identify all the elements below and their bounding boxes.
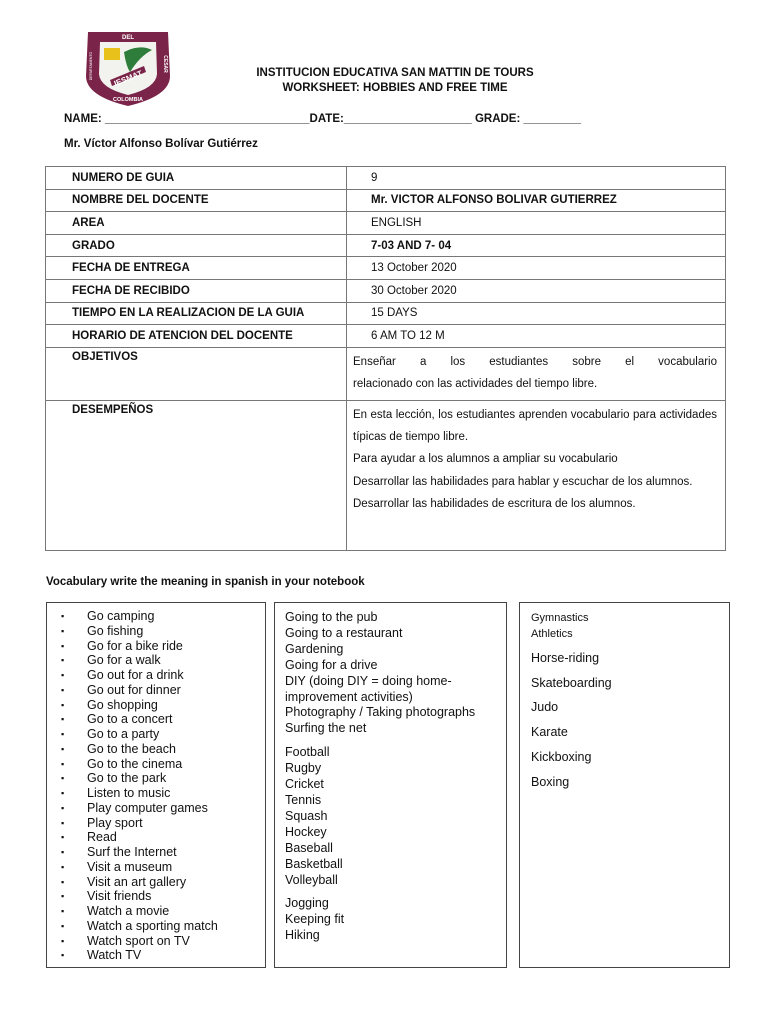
- list-item-text: Go fishing: [87, 623, 144, 638]
- list-item-text: Go out for dinner: [87, 682, 181, 697]
- list-item: Hockey: [285, 824, 327, 839]
- list-item: [61, 624, 265, 639]
- desempenos-paragraph-3: Desarrollar las habilidades para hablar y escuchar de los alumnos.: [353, 475, 693, 488]
- list-item: Skateboarding: [531, 675, 612, 690]
- bullet-icon: ▪: [61, 802, 65, 813]
- list-item-text: Watch a movie: [87, 904, 170, 918]
- logo-center-text: IESMAT: [112, 68, 144, 89]
- list-item: [61, 889, 265, 904]
- row-label: TIEMPO EN LA REALIZACION DE LA GUIA: [46, 302, 347, 325]
- desempenos-text: [347, 400, 726, 550]
- list-item: Horse-riding: [531, 651, 600, 665]
- table-row: [46, 167, 726, 190]
- list-item: [61, 742, 265, 757]
- row-value: Mr. VICTOR ALFONSO BOLIVAR GUTIERREZ: [347, 189, 726, 212]
- row-value: 6 AM TO 12 M: [347, 325, 726, 348]
- student-info-line: NAME: ________________________________DATE:____________________ GRADE: _________: [64, 113, 582, 125]
- list-item-text: Play computer games: [87, 800, 208, 815]
- bullet-icon: ▪: [61, 847, 65, 857]
- list-item: [61, 727, 265, 742]
- table-row: [46, 257, 726, 280]
- table-row: [46, 212, 726, 235]
- list-item: Rugby: [285, 761, 322, 776]
- list-item: Volleyball: [285, 872, 338, 887]
- school-crest-logo: [80, 26, 176, 108]
- table-row: [46, 189, 726, 212]
- vocab-group-1: [285, 610, 498, 737]
- list-item: Gymnastics: [531, 612, 589, 624]
- list-item: Basketball: [285, 856, 343, 871]
- list-item: [61, 860, 265, 875]
- list-item-text: Go to the park: [87, 771, 167, 786]
- bullet-icon: ▪: [61, 891, 65, 902]
- list-item: Athletics: [531, 627, 573, 640]
- desempenos-label: DESEMPEÑOS: [46, 400, 347, 550]
- list-item: Going for a drive: [285, 657, 378, 672]
- list-item-text: Visit friends: [87, 889, 152, 904]
- list-item: Going to a restaurant: [285, 625, 403, 640]
- row-value: 15 DAYS: [347, 302, 726, 325]
- list-item-text: Watch sport on TV: [87, 933, 190, 948]
- list-item: Keeping fit: [285, 912, 345, 927]
- list-item-text: Go to a party: [87, 727, 160, 741]
- list-item: Football: [285, 745, 330, 760]
- row-value: 30 October 2020: [347, 279, 726, 302]
- list-item: [61, 904, 265, 919]
- list-item: Karate: [531, 725, 568, 740]
- list-item-text: Go to a concert: [87, 712, 173, 727]
- bullet-icon: ▪: [61, 906, 65, 916]
- desempenos-paragraph-4: Desarrollar las habilidades de escritura de los alumnos.: [353, 498, 636, 511]
- document-header: [180, 66, 610, 96]
- bullet-icon: ▪: [61, 788, 65, 798]
- objetivos-text: [347, 347, 726, 400]
- bullet-icon: ▪: [61, 950, 65, 961]
- vocab-list-places-sports: [274, 602, 507, 968]
- bullet-icon: ▪: [61, 714, 65, 725]
- list-item-text: Go for a walk: [87, 653, 161, 668]
- list-item: [61, 639, 265, 654]
- list-item: [61, 934, 265, 949]
- list-item: [61, 948, 265, 963]
- list-item: [61, 845, 265, 860]
- bullet-icon: ▪: [61, 670, 65, 680]
- row-label: FECHA DE RECIBIDO: [46, 279, 347, 302]
- bullet-icon: ▪: [61, 773, 65, 784]
- vocab-group-small: [531, 611, 721, 642]
- bullet-icon: ▪: [61, 832, 65, 843]
- guide-info-table: [45, 166, 726, 551]
- row-label: GRADO: [46, 234, 347, 257]
- list-item: [61, 668, 265, 683]
- table-row-objetivos: [46, 347, 726, 400]
- list-item-text: Play sport: [87, 815, 143, 830]
- bullet-icon: ▪: [61, 758, 65, 769]
- list-item: Boxing: [531, 774, 570, 789]
- list-item: Going to the pub: [285, 610, 378, 624]
- row-value: 9: [347, 167, 726, 190]
- bullet-icon: ▪: [61, 699, 65, 710]
- list-item-text: Surf the Internet: [87, 845, 177, 859]
- objetivos-line-2: relacionado con las actividades del tiempo libre.: [353, 378, 598, 391]
- row-value: ENGLISH: [347, 212, 726, 235]
- bullet-list: [61, 609, 265, 963]
- list-item-text: Read: [87, 830, 117, 845]
- list-item: Cricket: [285, 777, 324, 792]
- list-item: [61, 786, 265, 801]
- list-item: Tennis: [285, 792, 322, 807]
- list-item: [61, 875, 265, 890]
- row-label: NOMBRE DEL DOCENTE: [46, 189, 347, 212]
- desempenos-paragraph-1: En esta lección, los estudiantes aprenden vocabulario para actividades típicas de tiempo libre.: [353, 408, 717, 443]
- list-item: Surfing the net: [285, 721, 367, 736]
- list-item: [61, 801, 265, 816]
- logo-bottom-text: COLOMBIA: [113, 97, 143, 103]
- vocab-list-activities: [46, 602, 266, 968]
- row-label: AREA: [46, 212, 347, 235]
- list-item: Gardening: [285, 641, 344, 656]
- vocab-list-sports: [519, 602, 730, 968]
- list-item-text: Go to the beach: [87, 741, 176, 756]
- institution-title: INSTITUCION EDUCATIVA SAN MATTIN DE TOURS: [256, 67, 534, 79]
- bullet-icon: ▪: [61, 876, 65, 887]
- worksheet-title: WORKSHEET: HOBBIES AND FREE TIME: [282, 82, 508, 94]
- row-label: HORARIO DE ATENCION DEL DOCENTE: [46, 325, 347, 348]
- logo-right-text: CESAR: [162, 55, 168, 73]
- list-item: Squash: [285, 808, 328, 823]
- list-item-text: Listen to music: [87, 786, 171, 800]
- desempenos-paragraph-2: Para ayudar a los alumnos a ampliar su vocabulario: [353, 453, 618, 466]
- list-item: [61, 816, 265, 831]
- list-item: Jogging: [285, 896, 329, 911]
- list-item: [61, 609, 265, 624]
- logo-left-text: DEPARTAMENTO: [89, 51, 93, 81]
- list-item-text: Go for a bike ride: [87, 638, 183, 653]
- vocabulary-title: Vocabulary write the meaning in spanish in your notebook: [46, 576, 365, 588]
- teacher-name: Mr. Víctor Alfonso Bolívar Gutiérrez: [64, 138, 258, 150]
- logo-top-text: DEL: [122, 35, 134, 41]
- bullet-icon: ▪: [61, 920, 65, 931]
- list-item-text: Go camping: [87, 609, 155, 623]
- table-row: [46, 234, 726, 257]
- list-item: [61, 698, 265, 713]
- row-value: 13 October 2020: [347, 257, 726, 280]
- bullet-icon: ▪: [61, 935, 65, 946]
- list-item-text: Watch TV: [87, 948, 142, 963]
- bullet-icon: ▪: [61, 861, 65, 872]
- table-row: [46, 302, 726, 325]
- list-item: Judo: [531, 700, 559, 715]
- table-row: [46, 279, 726, 302]
- row-label: NUMERO DE GUIA: [46, 167, 347, 190]
- bullet-icon: ▪: [61, 684, 65, 695]
- row-label: FECHA DE ENTREGA: [46, 257, 347, 280]
- list-item: [61, 683, 265, 698]
- bullet-icon: ▪: [61, 625, 65, 636]
- list-item: [61, 653, 265, 668]
- list-item-text: Watch a sporting match: [87, 918, 218, 933]
- list-item: Kickboxing: [531, 749, 592, 764]
- list-item: [61, 771, 265, 786]
- bullet-icon: ▪: [61, 611, 65, 621]
- list-item-text: Visit a museum: [87, 859, 173, 874]
- table-row: [46, 325, 726, 348]
- list-item-text: Go out for a drink: [87, 668, 184, 682]
- bullet-icon: ▪: [61, 640, 65, 651]
- list-item: [61, 757, 265, 772]
- list-item: [61, 830, 265, 845]
- list-item-text: Go to the cinema: [87, 756, 183, 771]
- list-item: DIY (doing DIY = doing home-improvement activities): [285, 673, 452, 704]
- bullet-icon: ▪: [61, 743, 65, 754]
- list-item-text: Go shopping: [87, 697, 158, 712]
- list-item-text: Visit an art gallery: [87, 874, 187, 889]
- vocab-group-items: [531, 646, 721, 794]
- row-value: 7-03 AND 7- 04: [347, 234, 726, 257]
- bullet-icon: ▪: [61, 817, 65, 828]
- vocab-group-2: [285, 745, 498, 888]
- list-item: Hiking: [285, 928, 320, 943]
- list-item: [61, 919, 265, 934]
- list-item: [61, 712, 265, 727]
- objetivos-line-1: Enseñar a los estudiantes sobre el vocabulario: [353, 355, 717, 368]
- objetivos-label: OBJETIVOS: [46, 347, 347, 400]
- table-row-desempenos: [46, 400, 726, 550]
- list-item: Baseball: [285, 840, 333, 855]
- vocab-group-3: [285, 896, 498, 944]
- bullet-icon: ▪: [61, 729, 65, 739]
- list-item: Photography / Taking photographs: [285, 705, 476, 720]
- bullet-icon: ▪: [61, 655, 65, 666]
